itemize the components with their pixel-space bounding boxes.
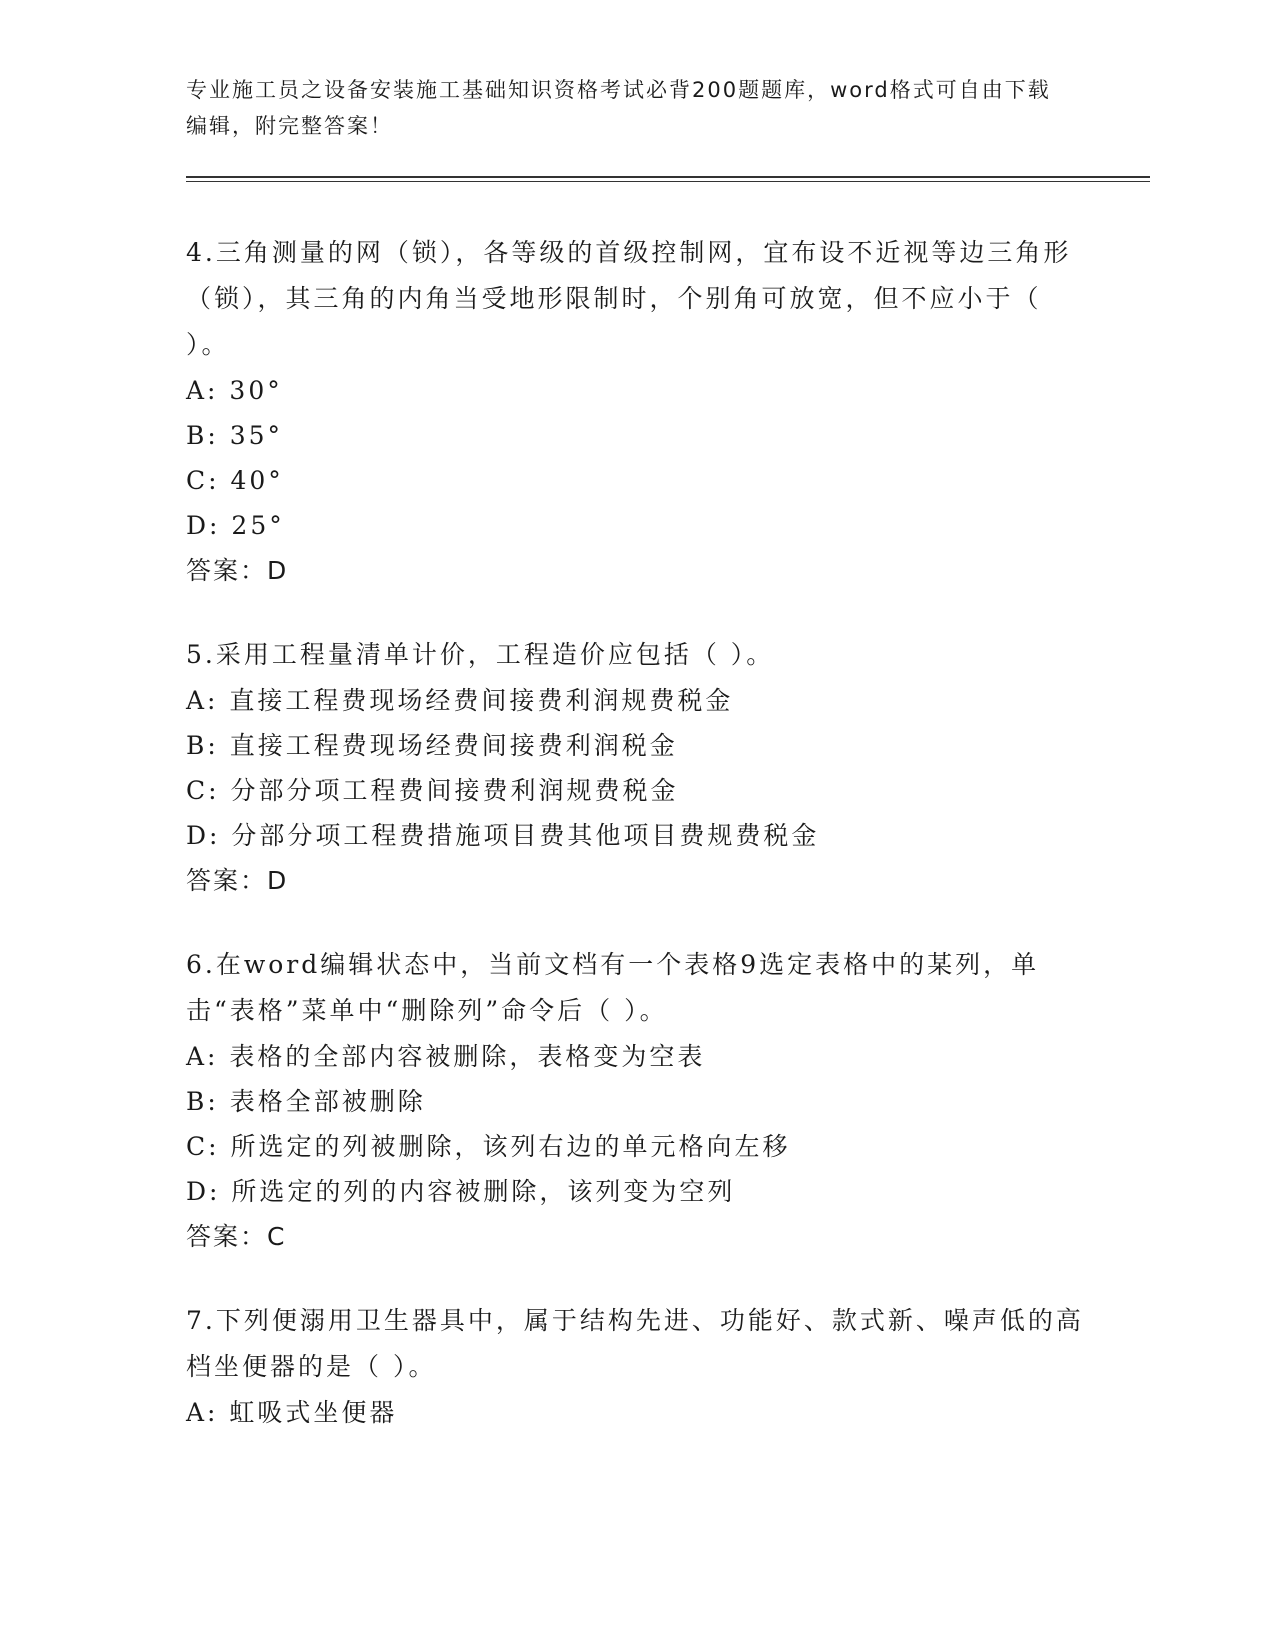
question-list [186,230,1086,1473]
option-b: B: 表格全部被删除 [186,1087,426,1116]
option-c: C: 40° [186,466,284,495]
question-4 [186,230,1086,594]
question-text: 6.在word编辑状态中，当前文档有一个表格9选定表格中的某列，单击“表格”菜单中“删除列”命令后（ ）。 [186,950,1040,1025]
option-d: D: 所选定的列的内容被删除，该列变为空列 [186,1177,736,1206]
option-b: B: 直接工程费现场经费间接费利润税金 [186,731,678,760]
question-text: 5.采用工程量清单计价，工程造价应包括（ ）。 [186,640,775,669]
question-7 [186,1298,1086,1435]
question-5 [186,632,1086,904]
option-a: A: 虹吸式坐便器 [186,1398,398,1427]
answer-text: 答案：D [186,556,289,585]
option-c: C: 分部分项工程费间接费利润规费税金 [186,776,679,805]
question-text: 7.下列便溺用卫生器具中，属于结构先进、功能好、款式新、噪声低的高档坐便器的是（ ）。 [186,1306,1084,1381]
answer-text: 答案：C [186,1222,287,1251]
option-d: D: 25° [186,511,285,540]
option-a: A: 直接工程费现场经费间接费利润规费税金 [186,686,734,715]
header-divider-thin [186,181,1150,182]
option-d: D: 分部分项工程费措施项目费其他项目费规费税金 [186,821,820,850]
header-divider [186,176,1150,178]
option-a: A: 表格的全部内容被删除，表格变为空表 [186,1042,706,1071]
option-b: B: 35° [186,421,284,450]
question-6 [186,942,1086,1260]
question-text: 4.三角测量的网（锁），各等级的首级控制网，宜布设不近视等边三角形（锁），其三角的内角当受地形限制时，个别角可放宽，但不应小于（ ）。 [186,238,1072,359]
answer-text: 答案：D [186,866,289,895]
option-a: A: 30° [186,376,283,405]
option-c: C: 所选定的列被删除，该列右边的单元格向左移 [186,1132,791,1161]
document-header: 专业施工员之设备安装施工基础知识资格考试必背200题题库，word格式可自由下载编辑，附完整答案！ [186,78,1051,138]
